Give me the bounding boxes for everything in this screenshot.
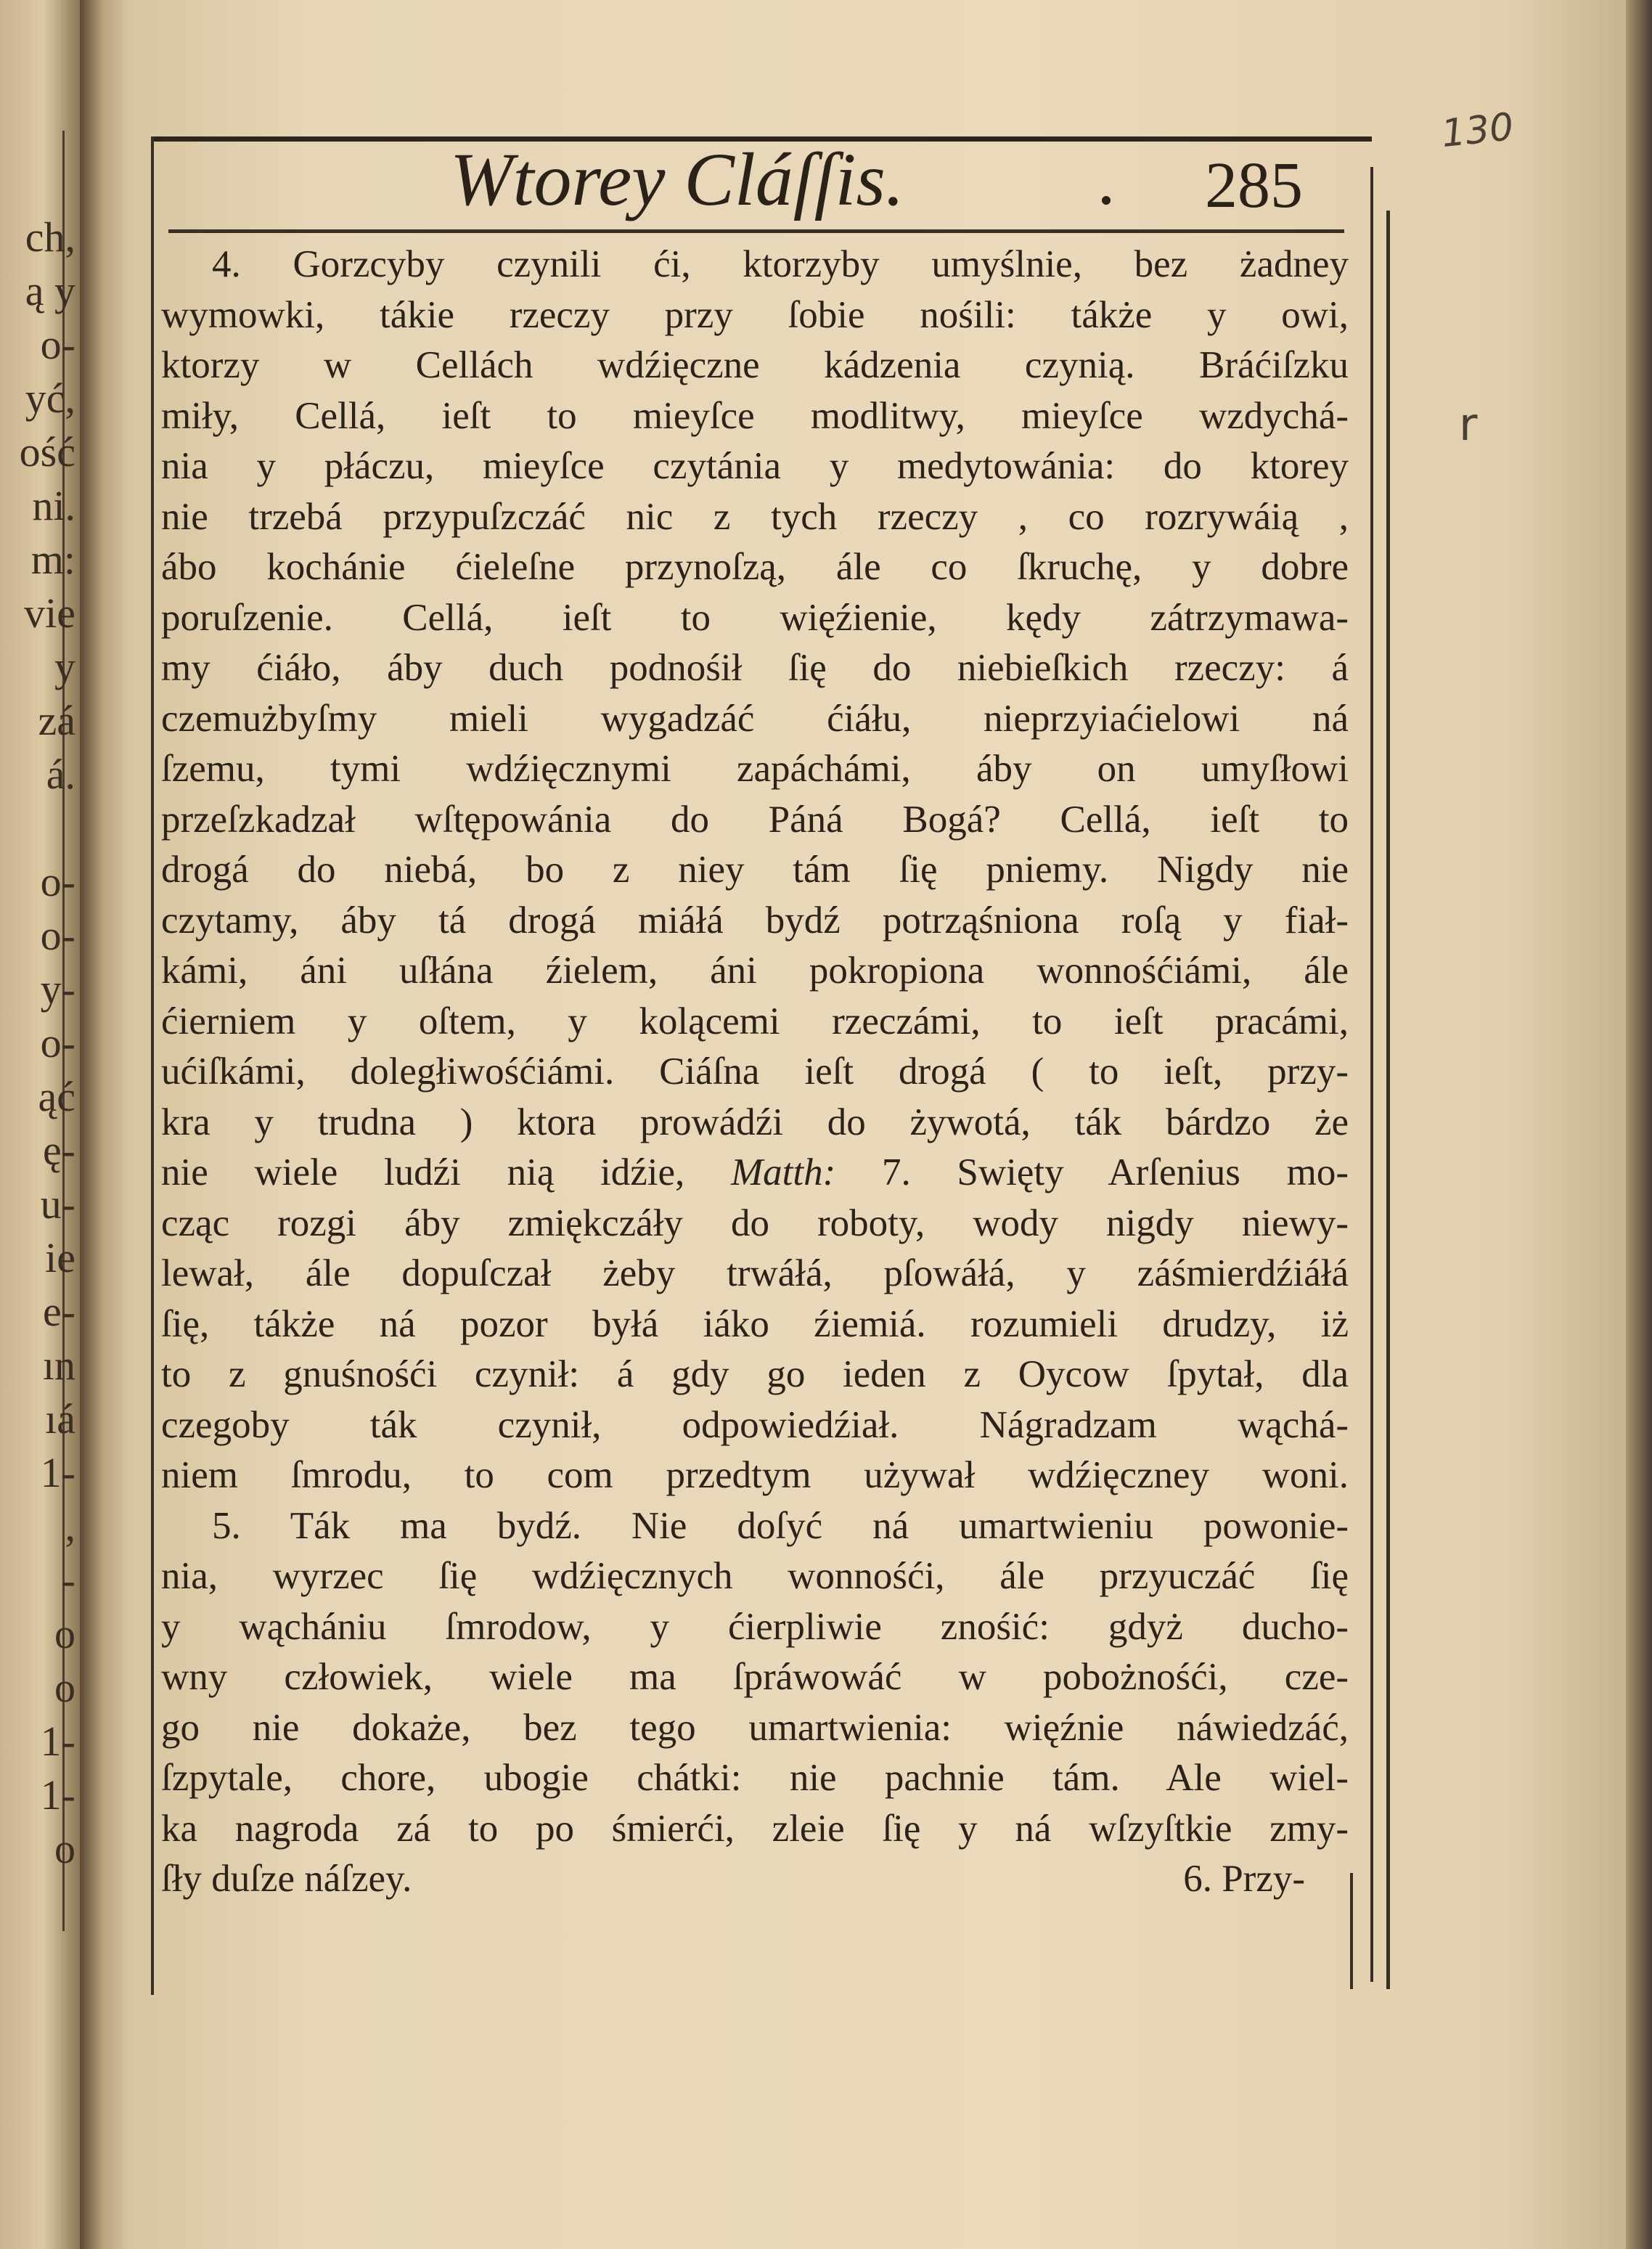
catchword: 6. Przy- <box>1183 1858 1305 1900</box>
previous-page-fragment: y- <box>40 966 75 1013</box>
handwritten-folio-number: 130 <box>1439 105 1516 157</box>
previous-page-fragment: ę- <box>42 1127 75 1174</box>
previous-page-fragment: ıá <box>45 1395 75 1442</box>
text-line: to z gnuśnośći czynił: á gdy go ieden z Oycow ſpytał, dla <box>161 1353 1349 1395</box>
text-line: wymowki, tákie rzeczy przy ſobie nośili: tákże y owi, <box>161 293 1349 336</box>
text-line: ábo kochánie ćieleſne przynoſzą, ále co ſkruchę, y dobre <box>161 546 1349 588</box>
text-line: nia y płáczu, mieyſce czytánia y medytowánia: do ktorey <box>161 445 1349 487</box>
previous-page-fragment: zá <box>38 697 75 744</box>
text-line: nia, wyrzec ſię wdźięcznych wonnośći, ále przyuczáć ſię <box>161 1555 1349 1597</box>
previous-page-fragment: vie <box>24 589 75 637</box>
page-right-edge <box>1626 0 1652 2249</box>
header-underline-rule <box>168 229 1344 233</box>
frame-right-short-rule <box>1350 1873 1353 1989</box>
previous-page-fragment: m: <box>30 536 75 583</box>
previous-page-fragment: ch, <box>25 213 75 261</box>
text-line: cząc rozgi áby zmiękczáły do roboty, wody nigdy niewy- <box>161 1201 1349 1244</box>
previous-page-fragment: , <box>65 1503 75 1550</box>
frame-left-rule <box>151 136 154 1995</box>
last-line-text: ſły duſze náſzey. <box>161 1858 412 1900</box>
text-line: poruſzenie. Cellá, ieſt to więźienie, kędy zátrzymawa- <box>161 596 1349 639</box>
running-head-title: Wtorey Cláſſis. <box>450 138 904 221</box>
text-line: nie wiele ludźi nią idźie, Matth: 7. Swięty Arſenius mo- <box>161 1151 1349 1193</box>
text-line: 4. Gorzcyby czynili ći, ktorzyby umyślnie, bez żadney <box>212 243 1349 285</box>
text-line: lewał, ále dopuſczał żeby trwáłá, pſowáłá, y záśmierdźiáłá <box>161 1252 1349 1294</box>
page-number: 285 <box>1205 150 1303 221</box>
text-line: czegoby ták czynił, odpowiedźiał. Nágradzam wąchá- <box>161 1403 1349 1446</box>
previous-page-fragment: o- <box>40 1019 75 1066</box>
previous-page-fragment: á. <box>46 751 75 798</box>
text-line: miły, Cellá, ieſt to mieyſce modlitwy, mieyſce wzdychá- <box>161 394 1349 437</box>
previous-page-fragment: ın <box>42 1342 75 1389</box>
text-line: kámi, áni uſłána źielem, áni pokropiona wonnośćiámi, ále <box>161 950 1349 992</box>
text-line: czemużbyſmy mieli wygadzáć ćiáłu, nieprzyiaćielowi ná <box>161 697 1349 740</box>
previous-page-fragments <box>0 211 75 1876</box>
scripture-reference: Matth: <box>731 1151 836 1193</box>
text-line: drogá do niebá, bo z niey tám ſię pniemy. Nigdy nie <box>161 849 1349 891</box>
text-line: nie trzebá przypuſzczáć nic z tych rzeczy , co rozrywáią , <box>161 495 1349 538</box>
last-text-line <box>161 1854 1349 1905</box>
previous-page-fragment: e- <box>42 1288 75 1335</box>
text-line: przeſzkadzał wſtępowánia do Páná Bogá? Cellá, ieſt to <box>161 798 1349 841</box>
previous-page-fragment: yć, <box>25 375 75 422</box>
book-gutter <box>80 0 131 2249</box>
text-line: 5. Ták ma bydź. Nie doſyć ná umartwieniu powonie- <box>212 1504 1349 1547</box>
text-line: y wąchániu ſmrodow, y ćierpliwie znośić: gdyż ducho- <box>161 1605 1349 1648</box>
previous-page-fragment: o- <box>40 321 75 368</box>
previous-page-fragment: 1- <box>40 1771 75 1819</box>
previous-page-fragment: - <box>61 1556 75 1604</box>
text-line: ſię, tákże ná pozor byłá iáko źiemiá. rozumieli drudzy, iż <box>161 1302 1349 1345</box>
previous-page-fragment: o- <box>40 858 75 905</box>
previous-page-fragment: ość <box>19 428 75 475</box>
previous-page-fragment: 1- <box>40 1718 75 1765</box>
frame-right-outer-rule <box>1386 211 1390 1989</box>
margin-pencil-mark: r <box>1459 398 1478 451</box>
text-line: niem ſmrodu, to com przedtym używał wdźięczney woni. <box>161 1454 1349 1496</box>
previous-page-fragment: o- <box>40 912 75 959</box>
text-line: kra y trudna ) ktora prowádźi do żywotá, ták bárdzo że <box>161 1101 1349 1143</box>
text-line: ſzpytale, chore, ubogie chátki: nie pachnie tám. Ale wiel- <box>161 1757 1349 1799</box>
frame-right-rule <box>1370 167 1373 1982</box>
text-line: ſzemu, tymi wdźięcznymi zapáchámi, áby on umyſłowi <box>161 748 1349 790</box>
text-line: ka nagroda zá to po śmierći, zleie ſię y ná wſzyſtkie zmy- <box>161 1807 1349 1850</box>
text-line: ćierniem y oſtem, y kolącemi rzeczámi, to ieſt pracámi, <box>161 1000 1349 1042</box>
previous-page-fragment: ąć <box>38 1073 75 1120</box>
previous-page-fragment: o <box>54 1610 75 1657</box>
previous-page-fragment: ą y <box>25 267 75 314</box>
text-line: czytamy, áby tá drogá miáłá bydź potrząśniona roſą y fiał- <box>161 899 1349 942</box>
previous-page-fragment: y <box>54 643 75 690</box>
header-dot <box>1102 196 1111 205</box>
text-line: ućiſkámi, doległiwośćiámi. Ciáſna ieſt drogá ( to ieſt, przy- <box>161 1050 1349 1093</box>
previous-page-fragment: ie <box>45 1234 75 1281</box>
text-line: wny człowiek, wiele ma ſpráwowáć w pobożnośći, cze- <box>161 1656 1349 1698</box>
text-line: my ćiáło, áby duch podnośił ſię do niebieſkich rzeczy: á <box>161 647 1349 689</box>
text-line: go nie dokaże, bez tego umartwienia: więźnie náwiedzáć, <box>161 1706 1349 1749</box>
previous-page-fragment: o <box>54 1825 75 1872</box>
previous-page-fragment: o <box>54 1664 75 1711</box>
text-line: ktorzy w Cellách wdźięczne kádzenia czynią. Bráćiſzku <box>161 344 1349 386</box>
body-text <box>161 240 1349 1905</box>
previous-page-fragment: ni. <box>32 482 75 529</box>
previous-page-fragment: 1- <box>40 1449 75 1496</box>
previous-page-fragment: u- <box>40 1180 75 1228</box>
previous-page-fragment <box>0 801 75 855</box>
